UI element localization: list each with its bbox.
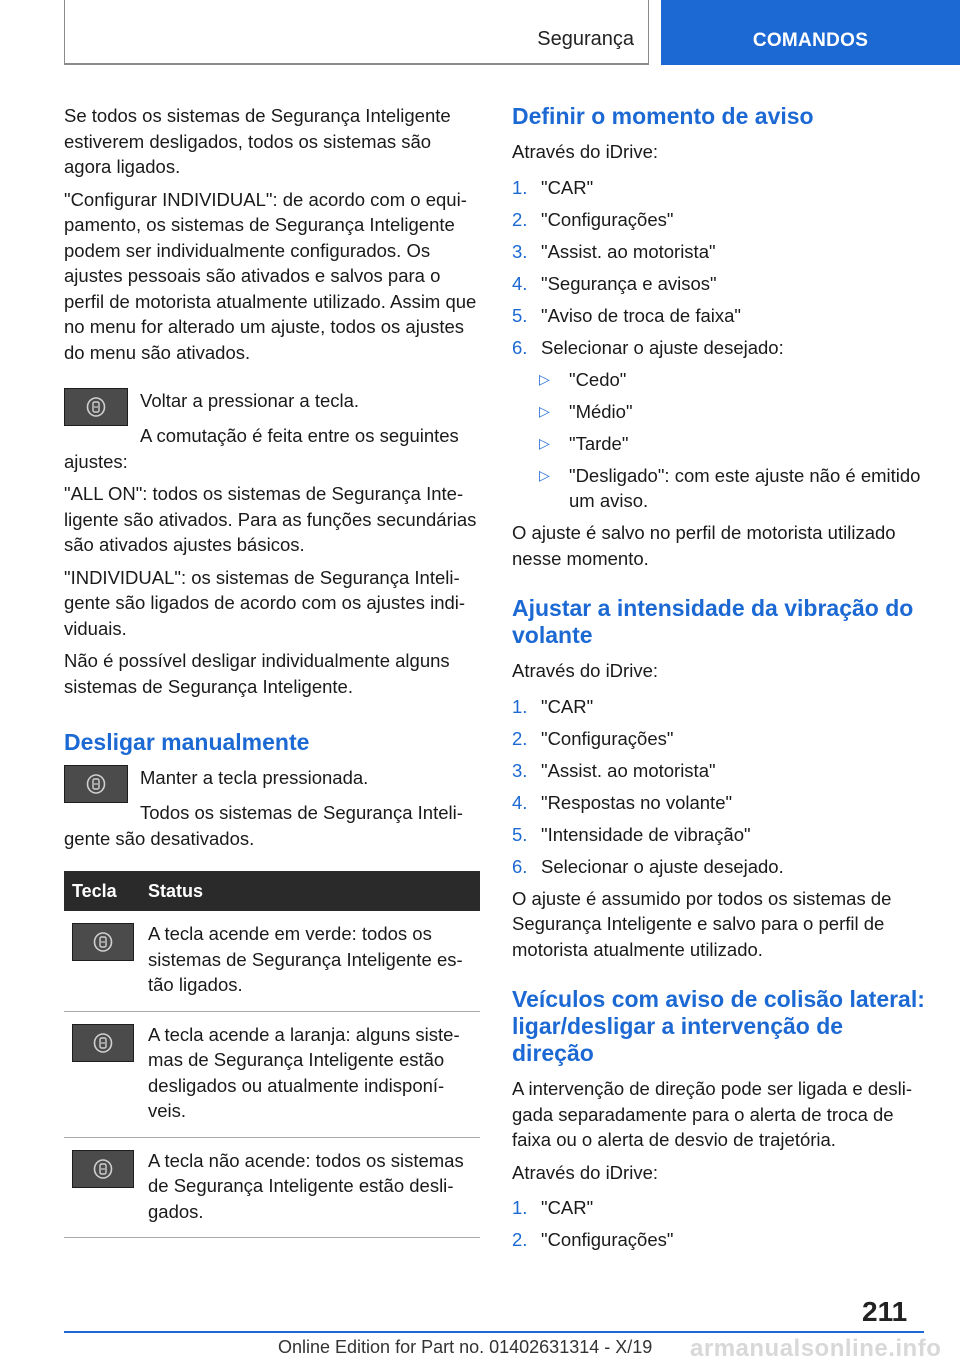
triangle-bullet-icon: ▷ (539, 402, 550, 419)
list-item: ▷ "Tarde" (539, 431, 930, 457)
heading-manual-off: Desligar manualmente (64, 729, 310, 755)
status-orange-text: A tecla acende a laranja: alguns sistemas de Segurança Inteligente estão desligados ou atualmente indisponíveis. (140, 1011, 480, 1137)
steering-assist-key-icon (72, 1024, 134, 1062)
table-header-status: Status (140, 871, 480, 911)
header-section-title: Segurança (537, 28, 634, 50)
footer-edition: Online Edition for Part no. 01402631314 - X/19 (278, 1337, 653, 1357)
steering-assist-key-icon (64, 765, 128, 803)
header-section-tab (64, 0, 649, 65)
table-row (64, 1011, 480, 1137)
via-idrive-3: Através do iDrive: (512, 1161, 658, 1183)
header-chapter-tab (661, 0, 960, 65)
list-item: ▷ "Cedo" (539, 367, 930, 393)
watermark: armanualsonline.info (690, 1335, 942, 1362)
not-possible-paragraph: Não é possível desligar individualmente alguns sistemas de Segurança Inteligente. (64, 650, 450, 697)
heading-vibration: Ajustar a intensidade da vibração do volante (512, 595, 914, 648)
list-item: 2. "Configurações" (512, 1229, 674, 1250)
individual-paragraph: "INDIVIDUAL": os sistemas de Segurança Inteligente são ligados de acordo com os ajustes individuais. (64, 566, 466, 639)
table-header-key: Tecla (64, 871, 140, 911)
heading-warning-time: Definir o momento de aviso (512, 103, 814, 129)
key-press-again-block (64, 388, 482, 426)
all-deactivated-text: Todos os sistemas de Segurança Inteligente são desativados. (64, 802, 463, 849)
table-row (64, 911, 480, 1011)
triangle-bullet-icon: ▷ (539, 466, 550, 483)
status-green-text: A tecla acende em verde: todos os sistemas de Segurança Inteligente estão ligados. (140, 911, 480, 1011)
list-item: ▷ "Desligado": com este ajuste não é emitido um aviso. (539, 463, 930, 514)
page-number: 211 (862, 1296, 908, 1327)
assumed-text: O ajuste é assumido por todos os sistemas de Segurança Inteligente e salvo para o perfil de motorista atualmente utilizado. (512, 887, 892, 960)
all-on-paragraph: "ALL ON": todos os sistemas de Segurança Inteligente são ativados. Para as funções secundárias são ativados ajustes básicos. (64, 483, 477, 555)
via-idrive-2: Através do iDrive: (512, 660, 658, 681)
steps-list-2 (512, 694, 930, 880)
list-item: 1. "CAR" (512, 176, 594, 198)
list-item: 1. "CAR" (512, 695, 594, 717)
header-chapter-title: COMANDOS (752, 30, 869, 51)
list-item: 2. "Configurações" (512, 727, 674, 749)
list-item: 3. "Assist. ao motorista" (512, 759, 716, 781)
list-item: 5. "Intensidade de vibração" (512, 823, 751, 845)
key-hold-block (64, 765, 482, 803)
triangle-bullet-icon: ▷ (539, 370, 550, 387)
footer-divider (64, 1331, 924, 1333)
status-off-text: A tecla não acende: todos os sistemas de Segurança Inteligente estão desligados. (140, 1137, 480, 1238)
toggle-settings-text: A comutação é feita entre os seguintes ajustes: (64, 425, 459, 472)
steps-list-1 (512, 175, 930, 361)
steering-assist-key-icon (72, 923, 134, 961)
steering-assist-key-icon (72, 1150, 134, 1188)
key-status-table (64, 871, 480, 1238)
steps-list-3 (512, 1195, 930, 1253)
options-list (539, 367, 930, 514)
steering-assist-key-icon (64, 388, 128, 426)
intro-paragraph-1: Se todos os sistemas de Segurança Inteligente estiverem desligados, todos os sistemas são agora ligados. (64, 105, 451, 177)
list-item: ▷ "Médio" (539, 399, 930, 425)
list-item: 6. Selecionar o ajuste desejado. (512, 855, 784, 877)
intro-paragraph-2: "Configurar INDIVIDUAL": de acordo com o equipamento, os sistemas de Segurança Inteligente podem ser individualmente configurados. Os ajustes pessoais são ativados e salvos para o perfil de motorista atualmente utilizado. Assim que no menu for alterado um ajuste, todos os ajustes do menu são ativados. (64, 188, 477, 363)
right-column (512, 103, 930, 1259)
list-item: 1. "CAR" (512, 1197, 594, 1218)
table-row (64, 1137, 480, 1238)
list-item: 3. "Assist. ao motorista" (512, 240, 716, 262)
press-again-text: Voltar a pressionar a tecla. (140, 390, 360, 411)
list-item: 4. "Respostas no volante" (512, 791, 733, 813)
list-item: 5. "Aviso de troca de faixa" (512, 304, 741, 326)
intervention-text: A intervenção de direção pode ser ligada e desligada separadamente para o alerta de troca de faixa ou o alerta de desvio de trajetória. (512, 1078, 913, 1150)
saved-profile-text: O ajuste é salvo no perfil de motorista utilizado nesse momento. (512, 522, 896, 569)
hold-key-text: Manter a tecla pressionada. (140, 767, 369, 788)
left-column (64, 103, 482, 1238)
list-item: 4. "Segurança e avisos" (512, 272, 717, 294)
table-header-row (64, 871, 480, 911)
via-idrive-1: Através do iDrive: (512, 141, 658, 162)
triangle-bullet-icon: ▷ (539, 434, 550, 451)
list-item: 6. Selecionar o ajuste desejado: (512, 336, 784, 358)
list-item: 2. "Configurações" (512, 208, 674, 230)
heading-lateral-collision: Veículos com aviso de colisão lateral: ligar/desligar a intervenção de direção (512, 986, 925, 1066)
